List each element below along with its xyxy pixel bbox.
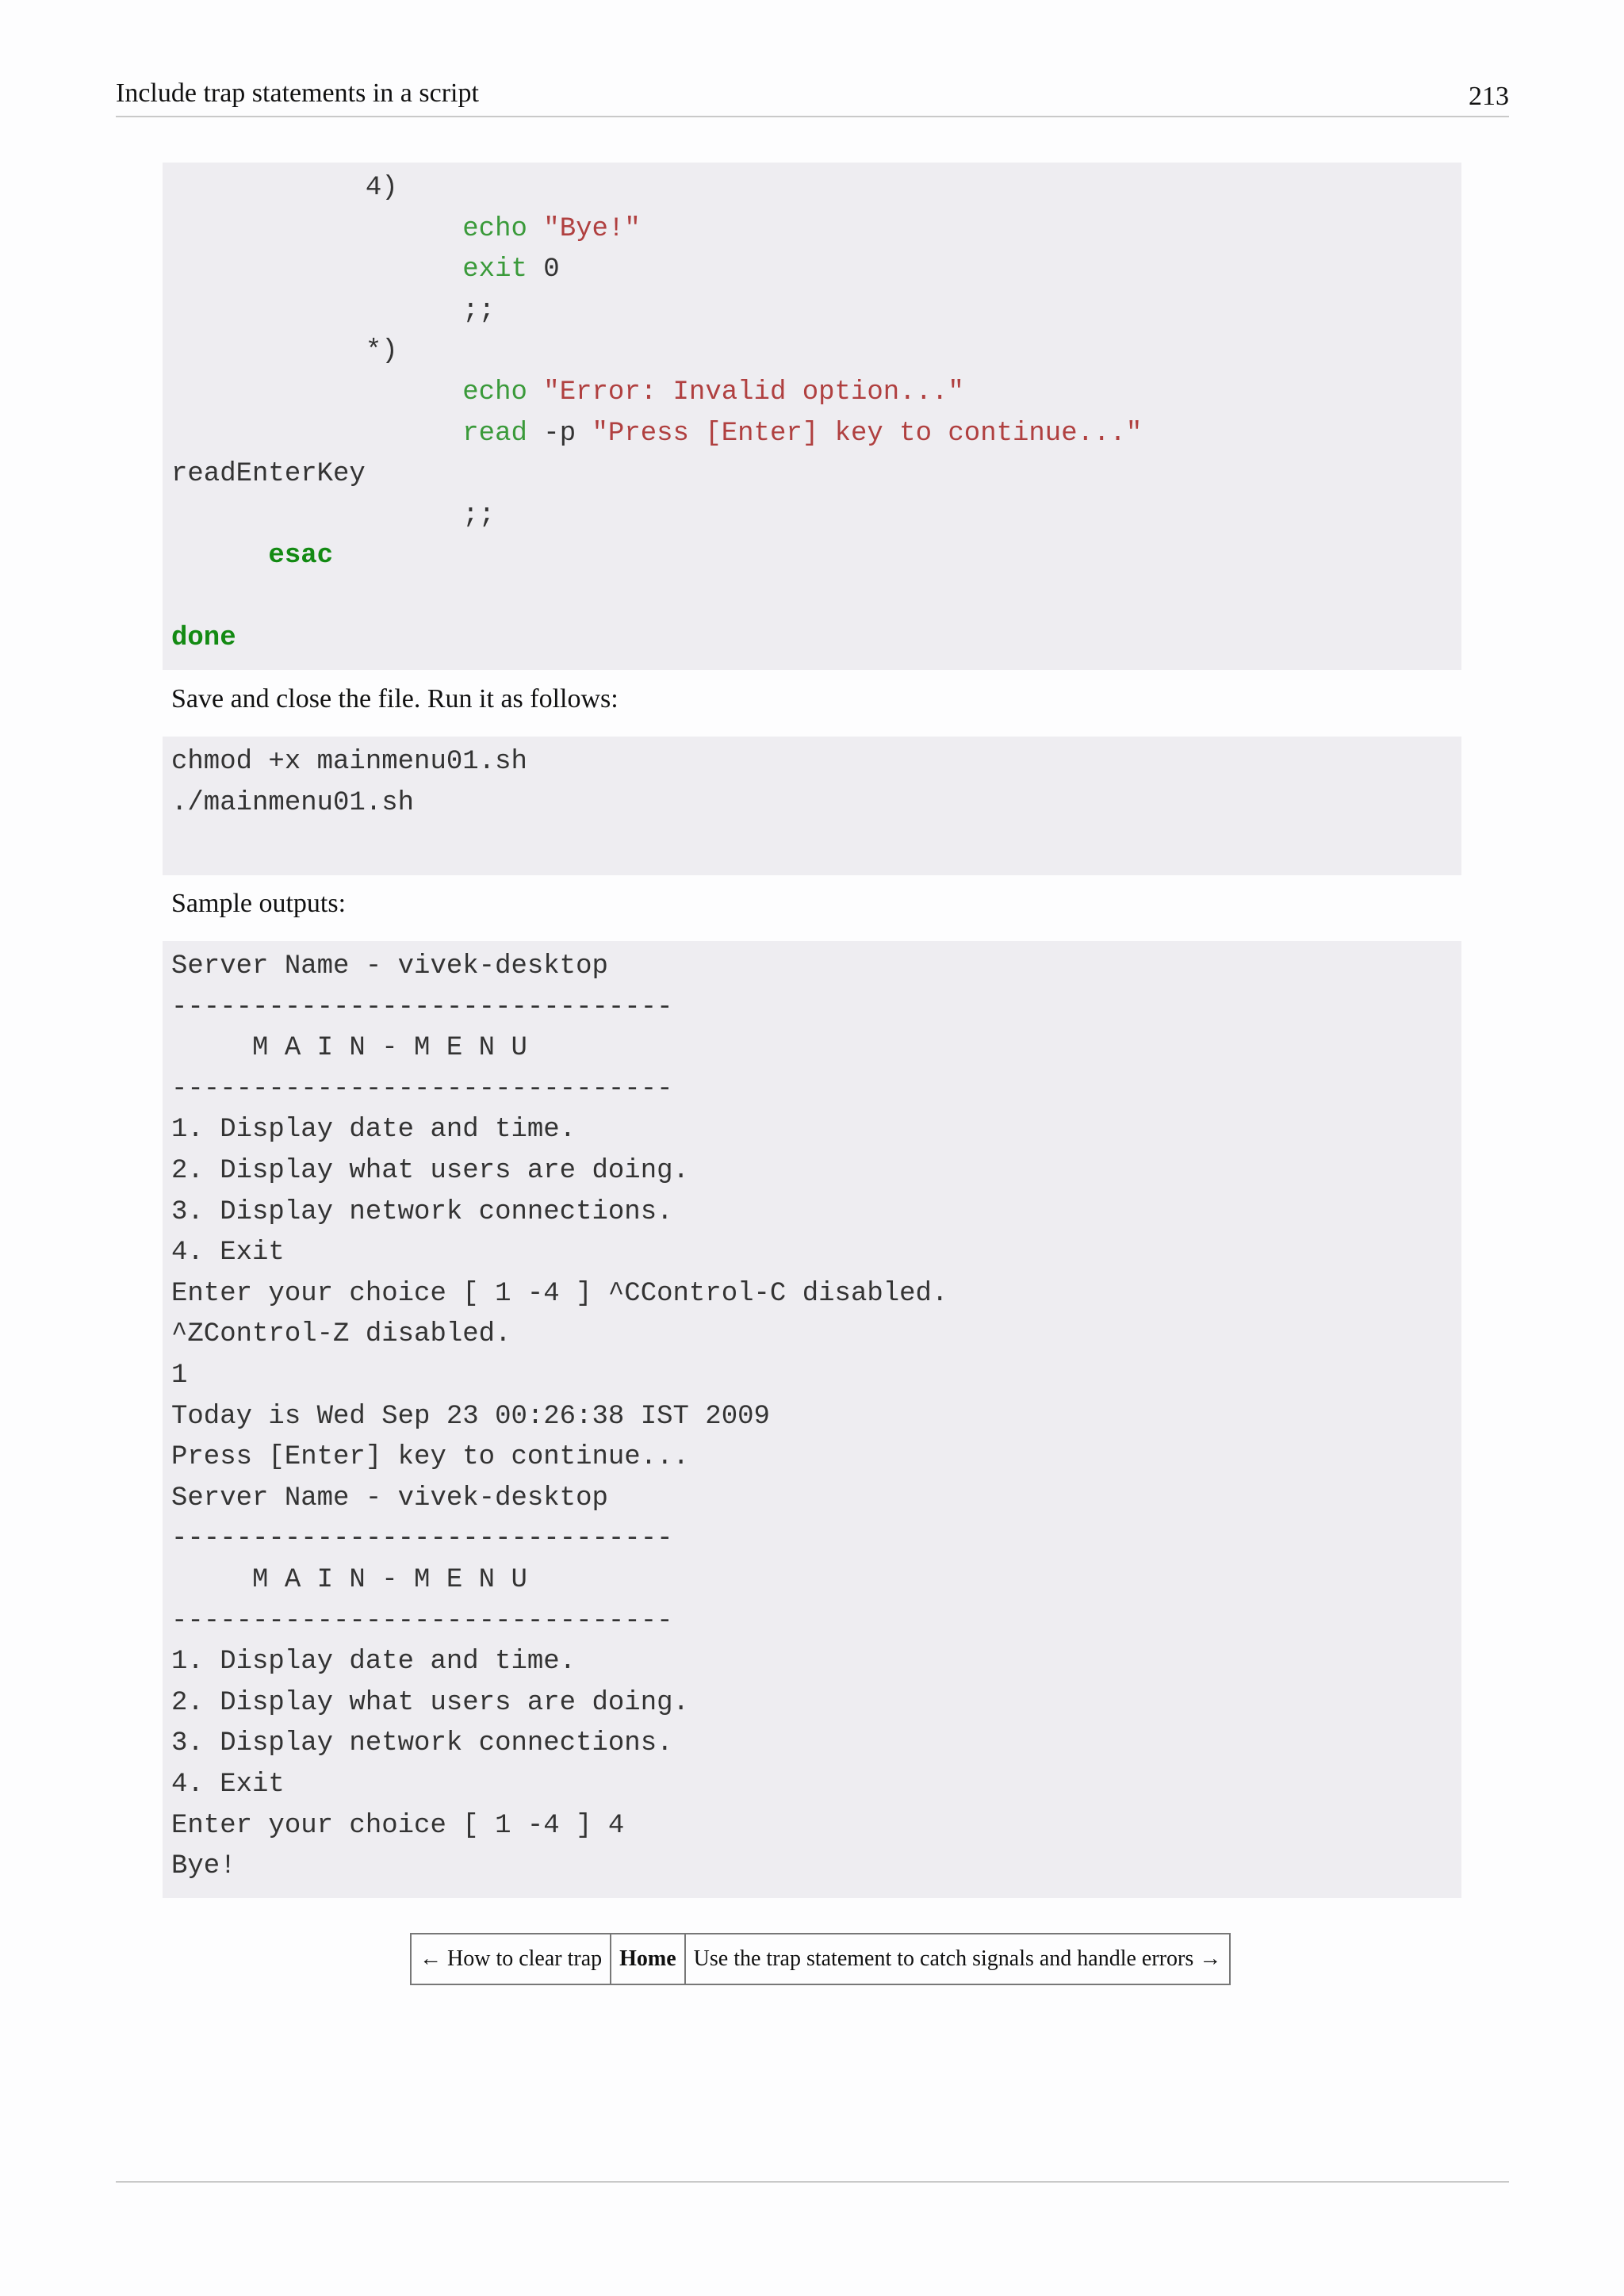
code-line bbox=[171, 499, 495, 531]
instruction-text: Save and close the file. Run it as follows: bbox=[171, 684, 619, 714]
code-line: Press [Enter] key to continue... bbox=[171, 1442, 689, 1473]
code-line bbox=[171, 335, 398, 367]
code-line: 4. Exit bbox=[171, 1770, 285, 1800]
code-line: 4. Exit bbox=[171, 1238, 285, 1269]
code-line: ------------------------------- bbox=[171, 992, 673, 1023]
code-text: ;; bbox=[462, 295, 496, 326]
code-text: readEnterKey bbox=[171, 459, 366, 490]
code-line: M A I N - M E N U bbox=[171, 1033, 527, 1064]
nav-home-link[interactable]: Home bbox=[610, 1934, 684, 1984]
page-header bbox=[116, 76, 1509, 117]
code-line: ------------------------------- bbox=[171, 1605, 673, 1636]
code-line bbox=[171, 254, 560, 285]
code-keyword: esac bbox=[268, 541, 334, 572]
code-line bbox=[171, 172, 398, 204]
code-text: -p bbox=[527, 418, 592, 449]
code-line: ------------------------------- bbox=[171, 1073, 673, 1104]
code-keyword: done bbox=[171, 622, 236, 653]
code-line bbox=[171, 295, 495, 327]
code-line bbox=[171, 622, 236, 654]
code-text bbox=[527, 377, 543, 408]
code-line: ./mainmenu01.sh bbox=[171, 787, 415, 818]
code-line: Enter your choice [ 1 -4 ] 4 bbox=[171, 1810, 625, 1841]
code-string: "Bye!" bbox=[543, 213, 641, 244]
nav-prev-link[interactable]: ← How to clear trap bbox=[419, 1946, 603, 1971]
page-navigation bbox=[410, 1933, 1231, 1985]
code-line: Enter your choice [ 1 -4 ] ^CControl-C disabled. bbox=[171, 1278, 948, 1309]
code-line: Server Name - vivek-desktop bbox=[171, 1483, 608, 1513]
code-line: 2. Display what users are doing. bbox=[171, 1156, 689, 1186]
code-text: 0 bbox=[527, 254, 560, 285]
code-line: 1 bbox=[171, 1360, 188, 1391]
code-string: "Error: Invalid option..." bbox=[543, 377, 964, 408]
code-line: ------------------------------- bbox=[171, 1524, 673, 1555]
code-line bbox=[171, 377, 964, 408]
code-line: Server Name - vivek-desktop bbox=[171, 951, 608, 982]
code-keyword: exit bbox=[462, 254, 527, 285]
code-line: 3. Display network connections. bbox=[171, 1196, 673, 1227]
code-line bbox=[171, 540, 333, 572]
nav-next-link[interactable]: Use the trap statement to catch signals and handle errors → bbox=[684, 1934, 1230, 1984]
code-line bbox=[171, 458, 366, 490]
code-line: 3. Display network connections. bbox=[171, 1728, 673, 1759]
code-text: ;; bbox=[462, 499, 496, 530]
code-line: Today is Wed Sep 23 00:26:38 IST 2009 bbox=[171, 1401, 770, 1432]
page-title: Include trap statements in a script bbox=[116, 78, 479, 108]
code-line: ^ZControl-Z disabled. bbox=[171, 1319, 511, 1350]
code-block-run-commands bbox=[163, 737, 1461, 875]
code-line: M A I N - M E N U bbox=[171, 1565, 527, 1595]
code-text: *) bbox=[365, 336, 398, 367]
code-line bbox=[171, 213, 641, 245]
code-line: 1. Display date and time. bbox=[171, 1647, 576, 1678]
code-keyword: echo bbox=[462, 377, 527, 408]
code-block-script-end bbox=[163, 163, 1461, 670]
code-line: Bye! bbox=[171, 1851, 236, 1882]
code-text: 4) bbox=[365, 173, 398, 203]
code-keyword: echo bbox=[462, 213, 527, 244]
page-number: 213 bbox=[1469, 82, 1509, 111]
footer-divider bbox=[116, 2181, 1509, 2183]
code-text bbox=[527, 214, 543, 244]
code-string: "Press [Enter] key to continue..." bbox=[592, 418, 1143, 449]
code-line: chmod +x mainmenu01.sh bbox=[171, 747, 527, 777]
code-block-sample-output bbox=[163, 941, 1461, 1898]
code-keyword: read bbox=[462, 418, 527, 449]
sample-outputs-label: Sample outputs: bbox=[171, 889, 347, 918]
code-line: 1. Display date and time. bbox=[171, 1115, 576, 1146]
code-line bbox=[171, 418, 1142, 450]
code-line: 2. Display what users are doing. bbox=[171, 1687, 689, 1718]
